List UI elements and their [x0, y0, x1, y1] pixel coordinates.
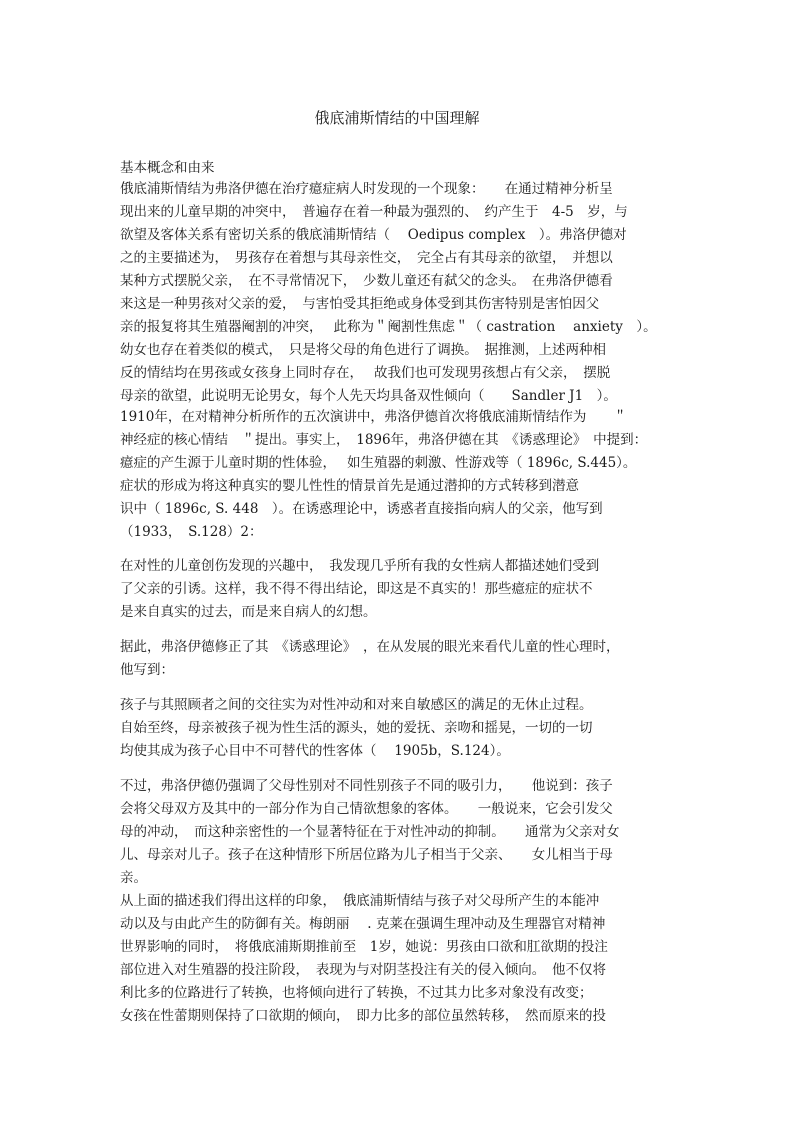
text-line: 某种方式摆脱父亲， 在不寻常情况下， 少数儿童还有弑父的念头。 在弗洛伊德看	[120, 273, 613, 289]
text-line: 母的冲动， 而这种亲密性的一个显著特征在于对性冲动的抑制。 通常为父亲对女	[120, 824, 620, 840]
text-line: 来这是一种男孩对父亲的爱， 与害怕受其拒绝或身体受到其伤害特别是害怕因父	[120, 296, 600, 312]
text-line: 神经症的核心情结 ＂提出。事实上， 1896年，弗洛伊德在其 《诱惑理论》 中提到：	[120, 432, 648, 448]
text-line: 利比多的位路进行了转换，也将倾向进行了转换，不过其力比多对象没有改变；	[120, 985, 593, 1001]
paragraph-parents	[120, 775, 680, 890]
text-line: 儿、母亲对儿子。孩子在这种情形下所居位路为儿子相当于父亲、 女儿相当于母	[120, 847, 613, 863]
text-line: 亲。	[120, 870, 147, 886]
text-line: 世界影响的同时， 将俄底浦斯期推前至 1岁，她说：男孩由口欲和肛欲期的投注	[120, 939, 608, 955]
text-line: 在对性的儿童创伤发现的兴趣中， 我发现几乎所有我的女性病人都描述她们受到	[120, 558, 600, 574]
text-line: 孩子与其照顾者之间的交往实为对性冲动和对来自敏感区的满足的无休止过程。	[120, 697, 593, 713]
text-line: 识中（ 1896c, S. 448 ）。在诱惑理论中，诱惑者直接指向病人的父亲，他写到	[120, 501, 603, 517]
text-line: 母亲的欲望，此说明无论男女，每个人先天均具备双性倾向（ Sandler J1 ）。	[120, 388, 617, 404]
text-line: 会将父母双方及其中的一部分作为自己情欲想象的客体。 一般说来，它会引发父	[120, 801, 613, 817]
text-line: 是来自真实的过去，而是来自病人的幻想。	[120, 604, 377, 620]
text-line: 据此，弗洛伊德修正了其 《诱惑理论》 ，在从发展的眼光来看代儿童的性心理时，	[120, 639, 620, 655]
quote-mother	[120, 694, 680, 763]
paragraph-origin	[120, 178, 680, 408]
text-line: 症状的形成为将这种真实的婴儿性性的情景首先是通过潜抑的方式转移到潜意	[120, 478, 579, 494]
text-line: 从上面的描述我们得出这样的印象， 俄底浦斯情结与孩子对父母所产生的本能冲	[120, 893, 600, 909]
text-line: 均使其成为孩子心目中不可替代的性客体（ 1905b，S.124）。	[120, 743, 510, 759]
section-heading: 基本概念和由来	[120, 160, 215, 176]
text-line: 他写到：	[120, 662, 174, 678]
text-line: 幼女也存在着类似的模式， 只是将父母的角色进行了调换。 据推测，上述两种相	[120, 342, 606, 358]
text-line: 俄底浦斯情结为弗洛伊德在治疗癔症病人时发现的一个现象： 在通过精神分析呈	[120, 181, 613, 197]
text-line: 不过，弗洛伊德仍强调了父母性别对不同性别孩子不同的吸引力， 他说到：孩子	[120, 778, 613, 794]
text-line: 了父亲的引诱。这样，我不得不得出结论，即这是不真实的！那些癔症的症状不	[120, 581, 593, 597]
text-line: 动以及与由此产生的防御有关。梅朗丽 . 克莱在强调生理冲动及生理器官对精神	[120, 916, 606, 932]
text-line: 欲望及客体关系有密切关系的俄底浦斯情结（ Oedipus complex ）。弗洛伊德对	[120, 227, 627, 243]
text-line: （1933， S.128）2：	[120, 524, 263, 540]
text-line: 癔症的产生源于儿童时期的性体验， 如生殖器的刺激、性游戏等（ 1896c, S.445）。	[120, 455, 637, 471]
text-line: 现出来的儿童早期的冲突中， 普遍存在着一种最为强烈的、 约产生于 4-5 岁，与	[120, 204, 628, 220]
paragraph-revision	[120, 636, 680, 682]
quote-seduction	[120, 555, 680, 624]
text-line: 反的情结均在男孩或女孩身上同时存在， 故我们也可发现男孩想占有父亲， 摆脱	[120, 365, 611, 381]
text-line: 自始至终，母亲被孩子视为性生活的源头，她的爱抚、亲吻和摇晃，一切的一切	[120, 720, 593, 736]
text-line: 亲的报复将其生殖器阉割的冲突， 此称为＂阉割性焦虑＂（ castration anxiety ）。	[120, 319, 657, 335]
paragraph-klein	[120, 890, 680, 1028]
text-line: 之的主要描述为， 男孩存在着想与其母亲性交， 完全占有其母亲的欲望， 并想以	[120, 250, 613, 266]
text-line: 部位进入对生殖器的投注阶段， 表现为与对阴茎投注有关的侵入倾向。 他不仅将	[120, 962, 606, 978]
text-line: 女孩在性蕾期则保持了口欲期的倾向， 即力比多的部位虽然转移， 然而原来的投	[120, 1008, 606, 1024]
paragraph-1910	[120, 406, 680, 544]
text-line: 1910年，在对精神分析所作的五次演讲中，弗洛伊德首次将俄底浦斯情结作为 ＂	[120, 409, 627, 425]
document-title: 俄底浦斯情结的中国理解	[314, 109, 480, 127]
